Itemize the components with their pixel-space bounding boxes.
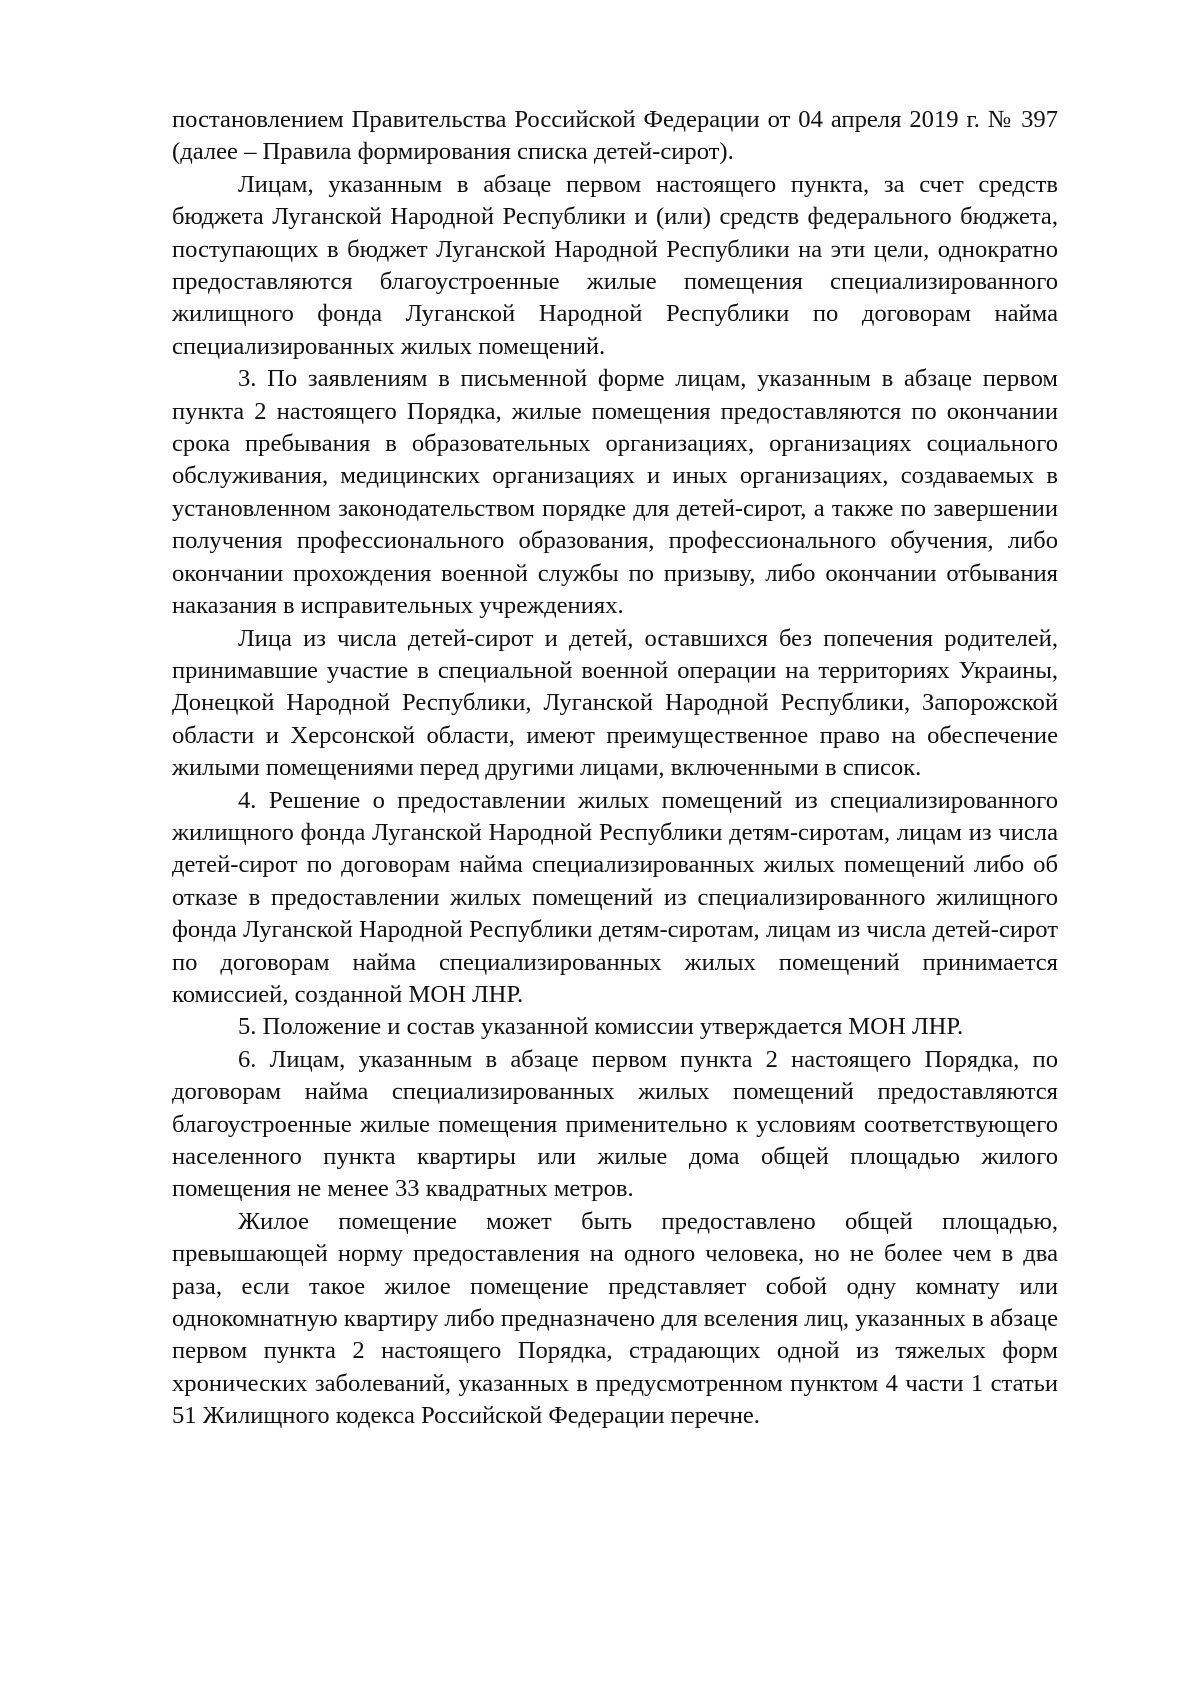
paragraph-item-3: 3. По заявлениям в письменной форме лицам, указанным в абзаце первом пункта 2 настоящего Порядка, жилые помещения предоставляются по окончании срока пребывания в образовательных организациях, организациях социального обслуживания, медицинских организациях и иных организациях, создаваемых в установленном законодательством порядке для детей-сирот, а также по завершении получения профессионального образования, профессионального обучения, либо окончании прохождения военной службы по призыву, либо окончании отбывания наказания в исправительных учреждениях. (172, 365, 1058, 620)
paragraph-area-norm: Жилое помещение может быть предоставлено общей площадью, превышающей норму предоставления на одного человека, но не более чем в два раза, если такое жилое помещение представляет собой одну комнату или однокомнатную квартиру либо предназначено для вселения лиц, указанных в абзаце первом пункта 2 настоящего Порядка, страдающих одной из тяжелых форм хронических заболеваний, указанных в предусмотренном пунктом 4 части 1 статьи 51 Жилищного кодекса Российской Федерации перечне. (172, 1207, 1058, 1430)
paragraph-item-4: 4. Решение о предоставлении жилых помещений из специализированного жилищного фонда Луганской Народной Республики детям-сиротам, лицам из числа детей-сирот по договорам найма специализированных жилых помещений либо об отказе в предоставлении жилых помещений из специализированного жилищного фонда Луганской Народной Республики детям-сиротам, лицам из числа детей-сирот по договорам найма специализированных жилых помещений принимается комиссией, созданной МОН ЛНР. (172, 786, 1058, 1008)
paragraph-item-6: 6. Лицам, указанным в абзаце первом пункта 2 настоящего Порядка, по договорам найма специализированных жилых помещений предоставляются благоустроенные жилые помещения применительно к условиям соответствующего населенного пункта квартиры или жилые дома общей площадью жилого помещения не менее 33 квадратных метров. (172, 1045, 1058, 1203)
paragraph-item-5: 5. Положение и состав указанной комиссии утверждается МОН ЛНР. (238, 1013, 964, 1041)
paragraph-continuation: постановлением Правительства Российской Федерации от 04 апреля 2019 г. № 397 (далее – Правила формирования списка детей-сирот). (172, 106, 1058, 166)
paragraph-priority-right: Лица из числа детей-сирот и детей, оставшихся без попечения родителей, принимавшие участие в специальной военной операции на территориях Украины, Донецкой Народной Республики, Луганской Народной Республики, Запорожской области и Херсонской области, имеют преимущественное право на обеспечение жилыми помещениями перед другими лицами, включенными в список. (172, 624, 1058, 782)
document-page (172, 104, 1058, 1433)
paragraph-funding: Лицам, указанным в абзаце первом настоящего пункта, за счет средств бюджета Луганской Народной Республики и (или) средств федерального бюджета, поступающих в бюджет Луганской Народной Республики на эти цели, однократно предоставляются благоустроенные жилые помещения специализированного жилищного фонда Луганской Народной Республики по договорам найма специализированных жилых помещений. (172, 170, 1058, 360)
